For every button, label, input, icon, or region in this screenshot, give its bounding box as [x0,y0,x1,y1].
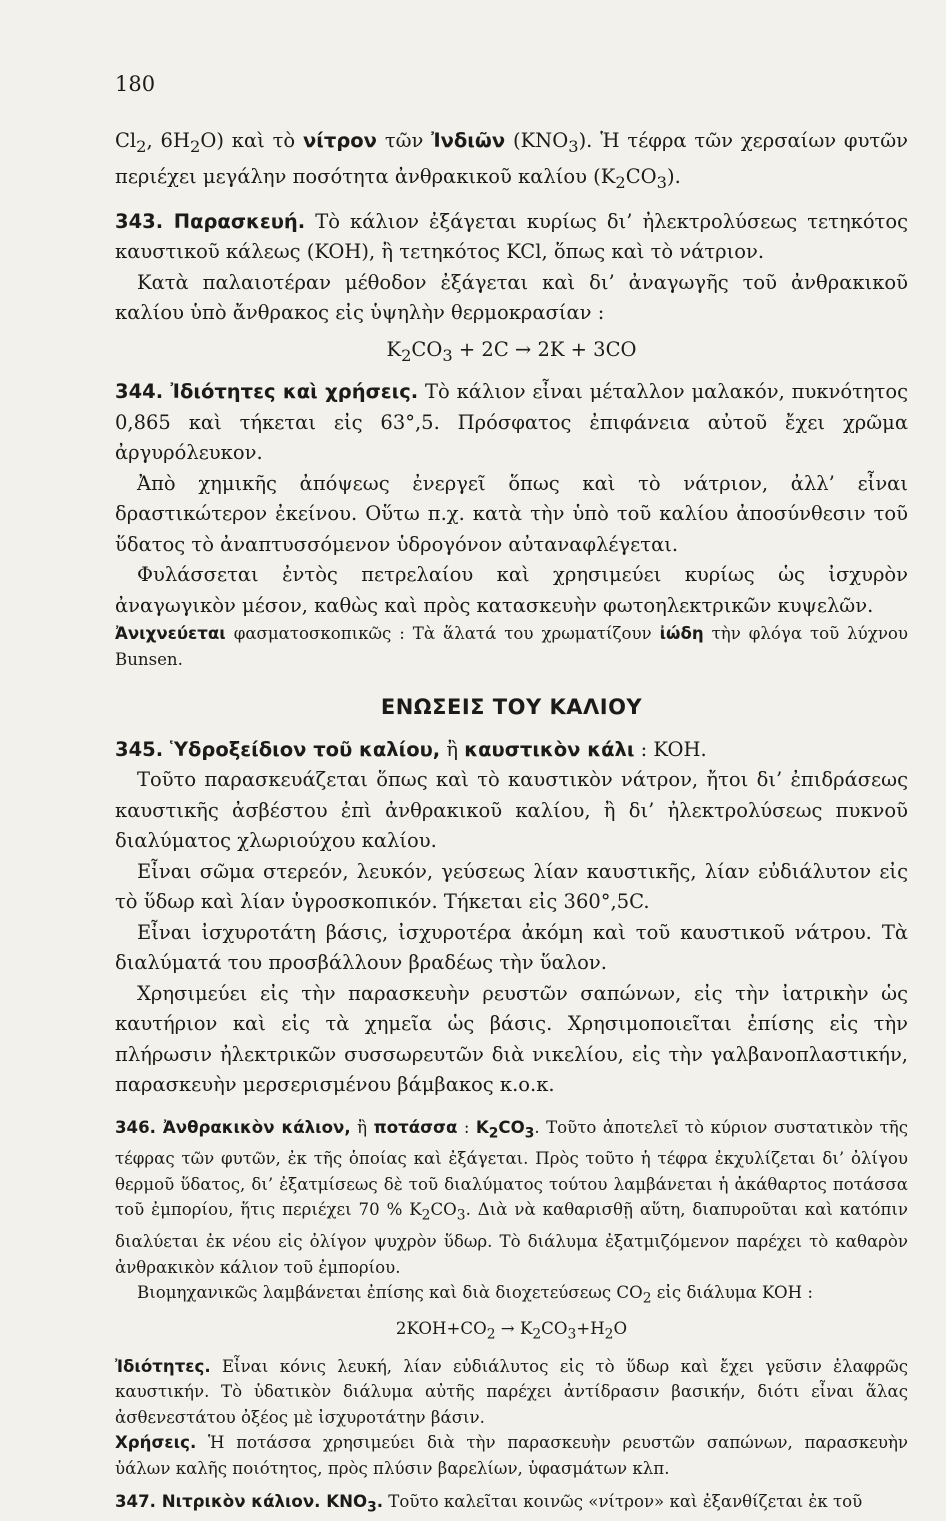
page-number: 180 [115,72,156,96]
para-346c: Ἰδιότητες. Εἶναι κόνις λευκή, λίαν εὐδιάλυτος εἰς τὸ ὕδωρ καὶ ἔχει γεῦσιν ἐλαφρῶς καυστικήν. Τὸ ὑδατικὸν διάλυμα αὐτῆς παρέχει ἀντίδρασιν βασικήν, διότι εἶναι ἅλας ἀσθενεστάτου ὀξέος μὲ ἰσχυροτάτην βάσιν. [115,1356,908,1427]
section-heading: ΕΝΩΣΕΙΣ ΤΟΥ ΚΑΛΙΟΥ [380,695,643,720]
para-344c: Φυλάσσεται ἐντὸς πετρελαίου καὶ χρησιμεύει κυρίως ὡς ἰσχυρὸν ἀναγωγικὸν μέσον, καθὼς καὶ πρὸς κατασκευὴν φωτοηλεκτρικῶν κυψελῶν. [115,563,908,617]
para-344d: Ἀνιχνεύεται φασματοσκοπικῶς : Τὰ ἅλατά του χρωματίζουν ἰώδη τὴν φλόγα τοῦ λύχνου Bunsen. [115,624,908,669]
para-347: 347. Νιτρικὸν κάλιον. $KNO_3$. Τοῦτο καλεῖται κοινῶς «νίτρον» καὶ ἐξανθίζεται ἐκ τοῦ [115,1492,863,1516]
para-345b: Τοῦτο παρασκευάζεται ὅπως καὶ τὸ καυστικὸν νάτρον, ἤτοι δι’ ἐπιδράσεως καυστικῆς ἀσβέστου ἐπὶ ἀνθρακικοῦ καλίου, ἢ δι’ ἠλεκτρολύσεως πυκνοῦ διαλύματος χλωριούχου καλίου. [115,768,908,853]
equation-2: $2KOH+CO_2 \to K_2CO_3+H_2O$ [395,1319,628,1343]
para-345c: Εἶναι σῶμα στερεόν, λευκόν, γεύσεως λίαν καυστικῆς, λίαν εὐδιάλυτον εἰς τὸ ὕδωρ καὶ λίαν ὑγροσκοπικόν. Τήκεται εἰς 360°,5C. [115,859,908,914]
equation-1: $K_2CO_3 + 2C \to 2K + 3CO$ [386,337,637,365]
para-343b: Κατὰ παλαιοτέραν μέθοδον ἐξάγεται καὶ δι’ ἀναγωγῆς τοῦ ἀνθρακικοῦ καλίου ὑπὸ ἄνθρακος εἰς ὑψηλὴν θερμοκρασίαν : [115,270,908,325]
para-346b: Βιομηχανικῶς λαμβάνεται ἐπίσης καὶ διὰ διοχετεύσεως $CO_2$ εἰς διάλυμα KOH : [137,1283,813,1307]
para-344: 344. Ἰδιότητες καὶ χρήσεις. Τὸ κάλιον εἶναι μέταλλον μαλακόν, πυκνότητος 0,865 καὶ τήκεται εἰς 63°,5. Πρόσφατος ἐπιφάνεια αὐτοῦ ἔχει χρῶμα ἀργυρόλευκον. [115,380,908,465]
para-345: 345. Ὑδροξείδιον τοῦ καλίου, ἢ καυστικὸν κάλι : KOH. [115,737,707,761]
para-345e: Χρησιμεύει εἰς τὴν παρασκευὴν ρευστῶν σαπώνων, εἰς τὴν ἰατρικὴν ὡς καυτήριον καὶ εἰς τὰ χημεῖα ὡς βάσις. Χρησιμοποιεῖται ἐπίσης εἰς τὴν πλήρωσιν ἠλεκτρικῶν συσσωρευτῶν διὰ νικελίου, εἰς τὴν γαλβανοπλαστικήν, παρασκευὴν μερσερισμένου βάμβακος κ.ο.κ. [115,981,908,1097]
para-continuation: $Cl_2$, $6H_2O$) καὶ τὸ νίτρον τῶν Ἰνδιῶν $(KNO_3)$. Ἡ τέφρα τῶν χερσαίων φυτῶν περιέχει μεγάλην ποσότητα ἀνθρακικοῦ καλίου $(K_2CO_3)$. [115,129,908,193]
para-346d: Χρήσεις. Ἡ ποτάσσα χρησιμεύει διὰ τὴν παρασκευὴν ρευστῶν σαπώνων, παρασκευὴν ὑάλων καλῆς ποιότητος, πρὸς πλύσιν βαρελίων, ὑφασμάτων κλπ. [115,1433,908,1478]
para-345d: Εἶναι ἰσχυροτάτη βάσις, ἰσχυροτέρα ἀκόμη καὶ τοῦ καυστικοῦ νάτρου. Τὰ διαλύματά του προσβάλλουν βραδέως τὴν ὕαλον. [115,920,908,975]
para-343: 343. Παρασκευή. Τὸ κάλιον ἐξάγεται κυρίως δι’ ἠλεκτρολύσεως τετηκότος καυστικοῦ κάλεως (KOH), ἢ τετηκότος KCl, ὅπως καὶ τὸ νάτριον. [115,209,909,264]
para-344b: Ἀπὸ χημικῆς ἀπόψεως ἐνεργεῖ ὅπως καὶ τὸ νάτριον, ἀλλ’ εἶναι δραστικώτερον ἐκείνου. Οὕτω π.χ. κατὰ τὴν ὑπὸ τοῦ καλίου ἀποσύνθεσιν τοῦ ὕδατος τὸ ἀναπτυσσόμενον ὑδρογόνον αὐταναφλέγεται. [115,471,908,556]
body-text [115,126,908,1521]
para-346: 346. Ἀνθρακικὸν κάλιον, ἢ ποτάσσα : $K_2CO_3$. Τοῦτο ἀποτελεῖ τὸ κύριον συστατικὸν τῆς τέφρας τῶν φυτῶν, ἐκ τῆς ὁποίας καὶ ἐξάγεται. Πρὸς τοῦτο ἡ τέφρα ἐκχυλίζεται δι’ ὀλίγου θερμοῦ ὕδατος, δι’ ἐξατμίσεως δὲ τοῦ διαλύματος τούτου λαμβάνεται ἡ ἀκάθαρτος ποτάσσα τοῦ ἐμπορίου, ἥτις περιέχει 70 % $K_2CO_3$. Διὰ νὰ καθαρισθῇ αὕτη, διαπυροῦται καὶ κατόπιν διαλύεται ἐκ νέου εἰς ὀλίγον ψυχρὸν ὕδωρ. Τὸ διάλυμα ἐξατμιζόμενον παρέχει τὸ καθαρὸν ἀνθρακικὸν κάλιον τοῦ ἐμπορίου. [115,1117,909,1277]
